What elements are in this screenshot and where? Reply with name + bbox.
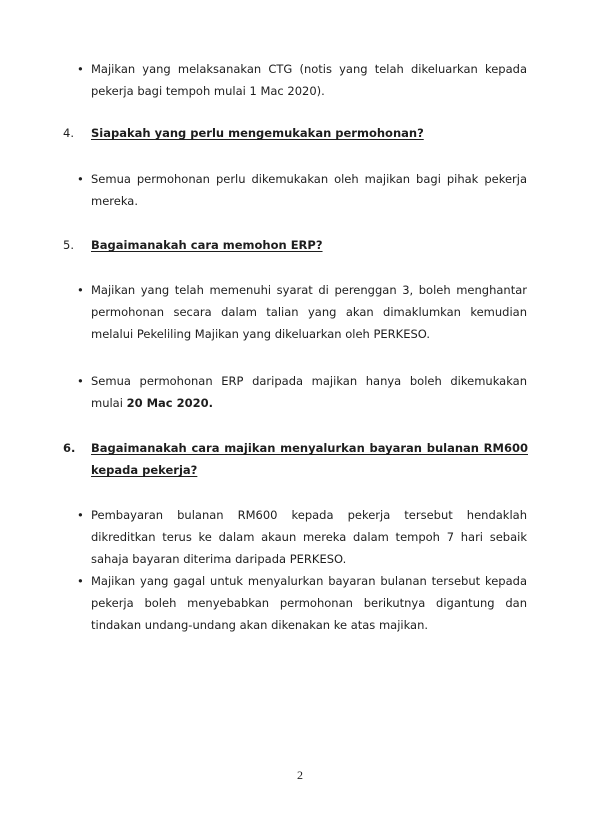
question-heading: Bagaimanakah cara majikan menyalurkan bayaran bulanan RM600 kepada pekerja? — [91, 441, 528, 477]
bullet-failure-consequences — [77, 570, 527, 636]
bullet-monthly-payment — [77, 504, 527, 570]
bullet-text: Majikan yang melaksanakan CTG (notis yang telah dikeluarkan kepada pekerja bagi tempoh mulai 1 Mac 2020). — [91, 62, 527, 98]
bullet-dot: • — [77, 172, 84, 186]
question-heading: Siapakah yang perlu mengemukakan permohonan? — [91, 126, 424, 140]
bullet-ctg-employers — [77, 58, 527, 102]
question-number: 4. — [63, 126, 74, 140]
page-number: 2 — [297, 768, 303, 782]
bullet-text — [91, 370, 527, 414]
bullet-dot: • — [77, 508, 84, 522]
bullet-text: Majikan yang telah memenuhi syarat di perenggan 3, boleh menghantar permohonan secara dalam talian yang akan dimaklumkan kemudian melalui Pekeliling Majikan yang dikeluarkan oleh PERKESO. — [91, 283, 527, 341]
bullet-dot: • — [77, 283, 84, 297]
bullet-applications-by-employer — [77, 168, 527, 212]
bullet-text: Pembayaran bulanan RM600 kepada pekerja tersebut hendaklah dikreditkan terus ke dalam akaun mereka dalam tempoh 7 hari sebaik sahaja bayaran diterima daripada PERKESO. — [91, 508, 527, 566]
question-number: 6. — [63, 441, 76, 455]
bullet-text: Semua permohonan perlu dikemukakan oleh majikan bagi pihak pekerja mereka. — [91, 172, 527, 208]
question-heading: Bagaimanakah cara memohon ERP? — [91, 238, 323, 252]
bullet-dot: • — [77, 574, 84, 588]
start-date: 20 Mac 2020. — [126, 396, 214, 410]
question-number: 5. — [63, 238, 74, 252]
bullet-dot: • — [77, 374, 84, 388]
bullet-text-prefix: Semua permohonan ERP daripada majikan hanya boleh dikemukakan mulai — [91, 374, 527, 410]
bullet-application-start-date — [77, 370, 527, 414]
bullet-dot: • — [77, 62, 84, 76]
bullet-online-application — [77, 279, 527, 345]
bullet-text: Majikan yang gagal untuk menyalurkan bayaran bulanan tersebut kepada pekerja boleh menyebabkan permohonan berikutnya digantung dan tindakan undang-undang akan dikenakan ke atas majikan. — [91, 574, 527, 632]
